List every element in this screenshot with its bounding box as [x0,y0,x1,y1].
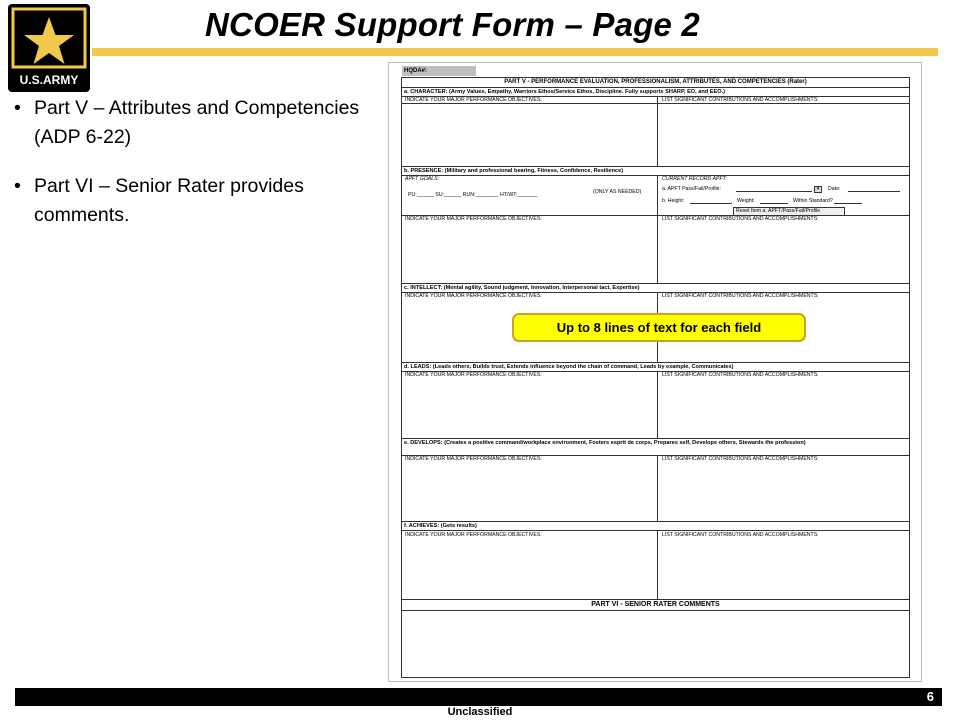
current-apft-label: CURRENT RECORD APFT: [662,176,727,182]
objectives-label: INDICATE YOUR MAJOR PERFORMANCE OBJECTIVES: [405,97,542,103]
date-label: Date: [828,186,841,192]
objectives-label: INDICATE YOUR MAJOR PERFORMANCE OBJECTIVES: [405,456,542,462]
contributions-label: LIST SIGNIFICANT CONTRIBUTIONS AND ACCOMPLISHMENTS: [662,293,819,299]
contributions-label: LIST SIGNIFICANT CONTRIBUTIONS AND ACCOMPLISHMENTS: [662,216,819,222]
apft-goals-label: APFT GOALS: [405,176,440,182]
weight-label: Weight: [737,198,755,204]
objectives-label: INDICATE YOUR MAJOR PERFORMANCE OBJECTIVES: [405,372,542,378]
section-a-heading: a. CHARACTER: (Army Values, Empathy, Warriors Ethos/Service Ethos, Discipline. Fully supports SHARP, EO, and EEO.) [404,89,725,95]
chevron-down-icon[interactable]: ▾ [814,186,822,193]
section-c-heading: c. INTELLECT: (Mental agility, Sound judgment, Innovation, Interpersonal tact, Expertise) [404,285,640,291]
classification-label: Unclassified [447,706,513,718]
page-number: 6 [926,689,934,704]
apft-goals-line: PU:______ SU:______ RUN:________ HT/WT:_______ [408,192,538,198]
section-e-heading: e. DEVELOPS: (Creates a positive command/workplace environment, Fosters esprit de corps, Prepares self, Develops others, Stewards the profession) [404,440,806,446]
part-vi-title: PART VI - SENIOR RATER COMMENTS [591,601,720,608]
us-army-logo [8,4,90,92]
footer-bar [15,688,942,706]
bullet-list [14,94,374,250]
contributions-label: LIST SIGNIFICANT CONTRIBUTIONS AND ACCOMPLISHMENTS: [662,456,819,462]
part-v-title: PART V - PERFORMANCE EVALUATION, PROFESSIONALISM, ATTRIBUTES, AND COMPETENCIES (Rater) [504,79,807,85]
contributions-label: LIST SIGNIFICANT CONTRIBUTIONS AND ACCOMPLISHMENTS: [662,97,819,103]
section-b-heading: b. PRESENCE: (Military and professional bearing, Fitness, Confidence, Resilience) [404,168,624,174]
reset-apft-button[interactable]: Reset Item a. APFT/Pass/Fail/Profile [733,207,845,216]
logo-text: U.S.ARMY [19,73,79,87]
as-needed-label: (ONLY AS NEEDED) [593,189,642,195]
bullet-item: • Part V – Attributes and Competencies (ADP 6-22) [14,97,360,148]
section-d-heading: d. LEADS: (Leads others, Builds trust, Extends influence beyond the chain of command, Leads by example, Communicates) [404,364,734,370]
objectives-label: INDICATE YOUR MAJOR PERFORMANCE OBJECTIVES: [405,216,542,222]
page-title: NCOER Support Form – Page 2 [205,6,700,43]
hqda-label: HQDA#: [402,66,476,76]
bullet-item: • Part VI – Senior Rater provides comments. [14,175,304,226]
apft-pass-fail-label: a. APFT Pass/Fail/Profile: [662,186,722,192]
objectives-label: INDICATE YOUR MAJOR PERFORMANCE OBJECTIVES: [405,293,542,299]
within-standard-label: Within Standard? [793,198,833,204]
height-label: b. Height: [662,198,685,204]
section-f-heading: f. ACHIEVES: (Gets results) [404,523,477,529]
callout-banner: Up to 8 lines of text for each field [512,313,806,342]
objectives-label: INDICATE YOUR MAJOR PERFORMANCE OBJECTIVES: [405,532,542,538]
contributions-label: LIST SIGNIFICANT CONTRIBUTIONS AND ACCOMPLISHMENTS: [662,532,819,538]
title-underline [92,48,938,56]
contributions-label: LIST SIGNIFICANT CONTRIBUTIONS AND ACCOMPLISHMENTS: [662,372,819,378]
